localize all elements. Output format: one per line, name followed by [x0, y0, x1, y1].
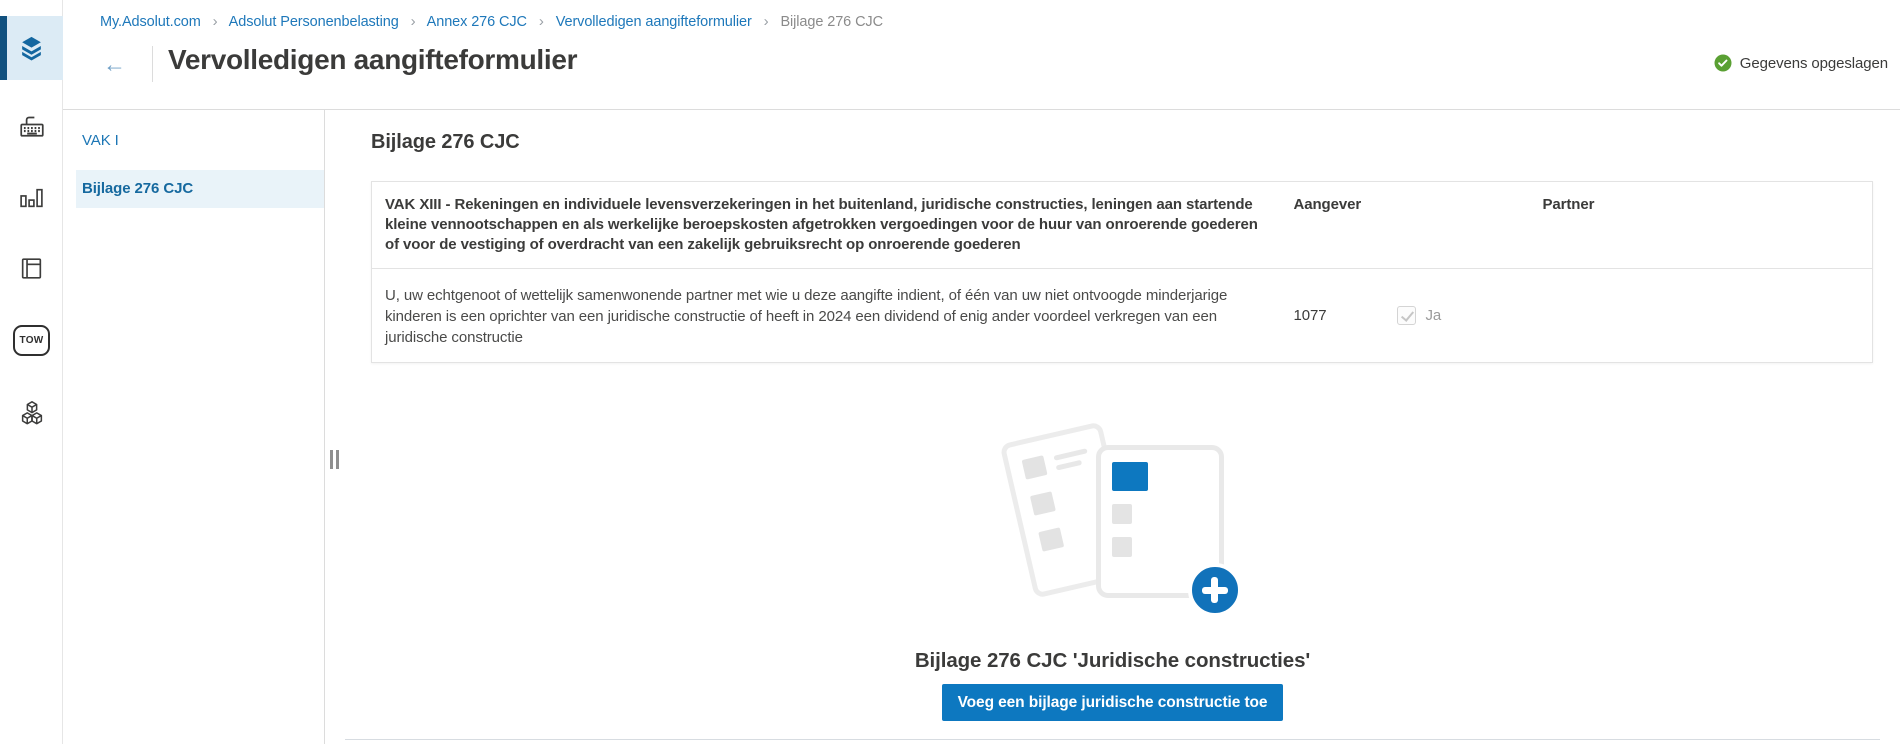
field-code: 1077 [1293, 307, 1327, 324]
bottom-divider [345, 739, 1880, 740]
pane-resize-handle[interactable] [330, 450, 339, 469]
cubes-icon [18, 399, 46, 427]
add-bijlage-button[interactable]: Voeg een bijlage juridische constructie toe [942, 684, 1284, 721]
question-table [371, 181, 1873, 363]
column-header-partner: Partner [1542, 196, 1595, 213]
breadcrumb-current: Bijlage 276 CJC [780, 14, 883, 30]
book-icon [18, 255, 45, 282]
breadcrumb-link-annex-276-cjc[interactable]: Annex 276 CJC [426, 14, 527, 30]
back-button[interactable]: ← [103, 51, 126, 77]
empty-state-title: Bijlage 276 CJC 'Juridische constructies' [914, 649, 1311, 672]
title-divider [152, 46, 153, 82]
form-section-nav [63, 110, 325, 744]
sidebar-item-tow[interactable] [0, 308, 63, 372]
section-title: Bijlage 276 CJC [371, 131, 520, 153]
nav-item-vak-i[interactable]: VAK I [82, 132, 119, 149]
column-header-aangever: Aangever [1293, 196, 1362, 213]
table-row [372, 269, 1873, 363]
question-text: U, uw echtgenoot of wettelijk samenwonende partner met wie u deze aangifte indient, of één van uw niet ontvoogde minderjarige kinderen is een oprichter van een juridische constructie of heeft in 2024 een dividend of enig ander voordeel verkregen van een juridische constructie [385, 287, 1228, 346]
main-content [325, 110, 1900, 744]
save-status [1714, 54, 1888, 72]
breadcrumb-link-vervolledigen[interactable]: Vervolledigen aangifteformulier [555, 14, 752, 30]
title-row [63, 44, 1900, 88]
partner-cell [1530, 269, 1873, 363]
sidebar-item-documents[interactable] [0, 236, 63, 300]
chevron-right-icon: › [212, 13, 218, 30]
table-header-question: VAK XIII - Rekeningen en individuele levensverzekeringen in het buitenland, juridische constructies, leningen aan startende kleine vennootschappen en als werkelijke beroepskosten afgetrokken vergoedingen voor de huur van onroerende goederen of voor de vestiging of overdracht van een zakelijk gebruiksrecht op onroerende goederen [385, 196, 1258, 253]
breadcrumb-link-my-adsolut[interactable]: My.Adsolut.com [100, 14, 201, 30]
layers-icon [18, 35, 45, 62]
save-status-label: Gegevens opgeslagen [1739, 54, 1888, 72]
check-circle-icon [1714, 54, 1732, 72]
sidebar-item-dossiers[interactable] [0, 16, 63, 80]
sidebar-item-reports[interactable] [0, 165, 63, 229]
chevron-right-icon: › [410, 13, 416, 30]
page-title: Vervolledigen aangifteformulier [168, 44, 578, 75]
breadcrumb [100, 13, 883, 30]
chevron-right-icon: › [763, 13, 769, 30]
keyboard-icon [18, 111, 46, 139]
chevron-right-icon: › [538, 13, 544, 30]
aangever-cell [1281, 269, 1530, 363]
breadcrumb-link-personenbelasting[interactable]: Adsolut Personenbelasting [228, 14, 399, 30]
ja-checkbox-label: Ja [1425, 307, 1442, 324]
table-header-row [372, 182, 1873, 269]
app-sidebar [0, 0, 63, 744]
tow-badge: TOW [13, 325, 50, 356]
documents-illustration [998, 423, 1228, 623]
bar-chart-icon [18, 184, 45, 211]
sidebar-item-input[interactable] [0, 93, 63, 157]
active-item-indicator [0, 16, 7, 80]
page-header [63, 0, 1900, 110]
ja-checkbox[interactable] [1397, 306, 1416, 325]
nav-item-bijlage-276-cjc[interactable]: Bijlage 276 CJC [76, 170, 324, 208]
add-icon [1188, 563, 1242, 617]
sidebar-item-modules[interactable] [0, 381, 63, 445]
